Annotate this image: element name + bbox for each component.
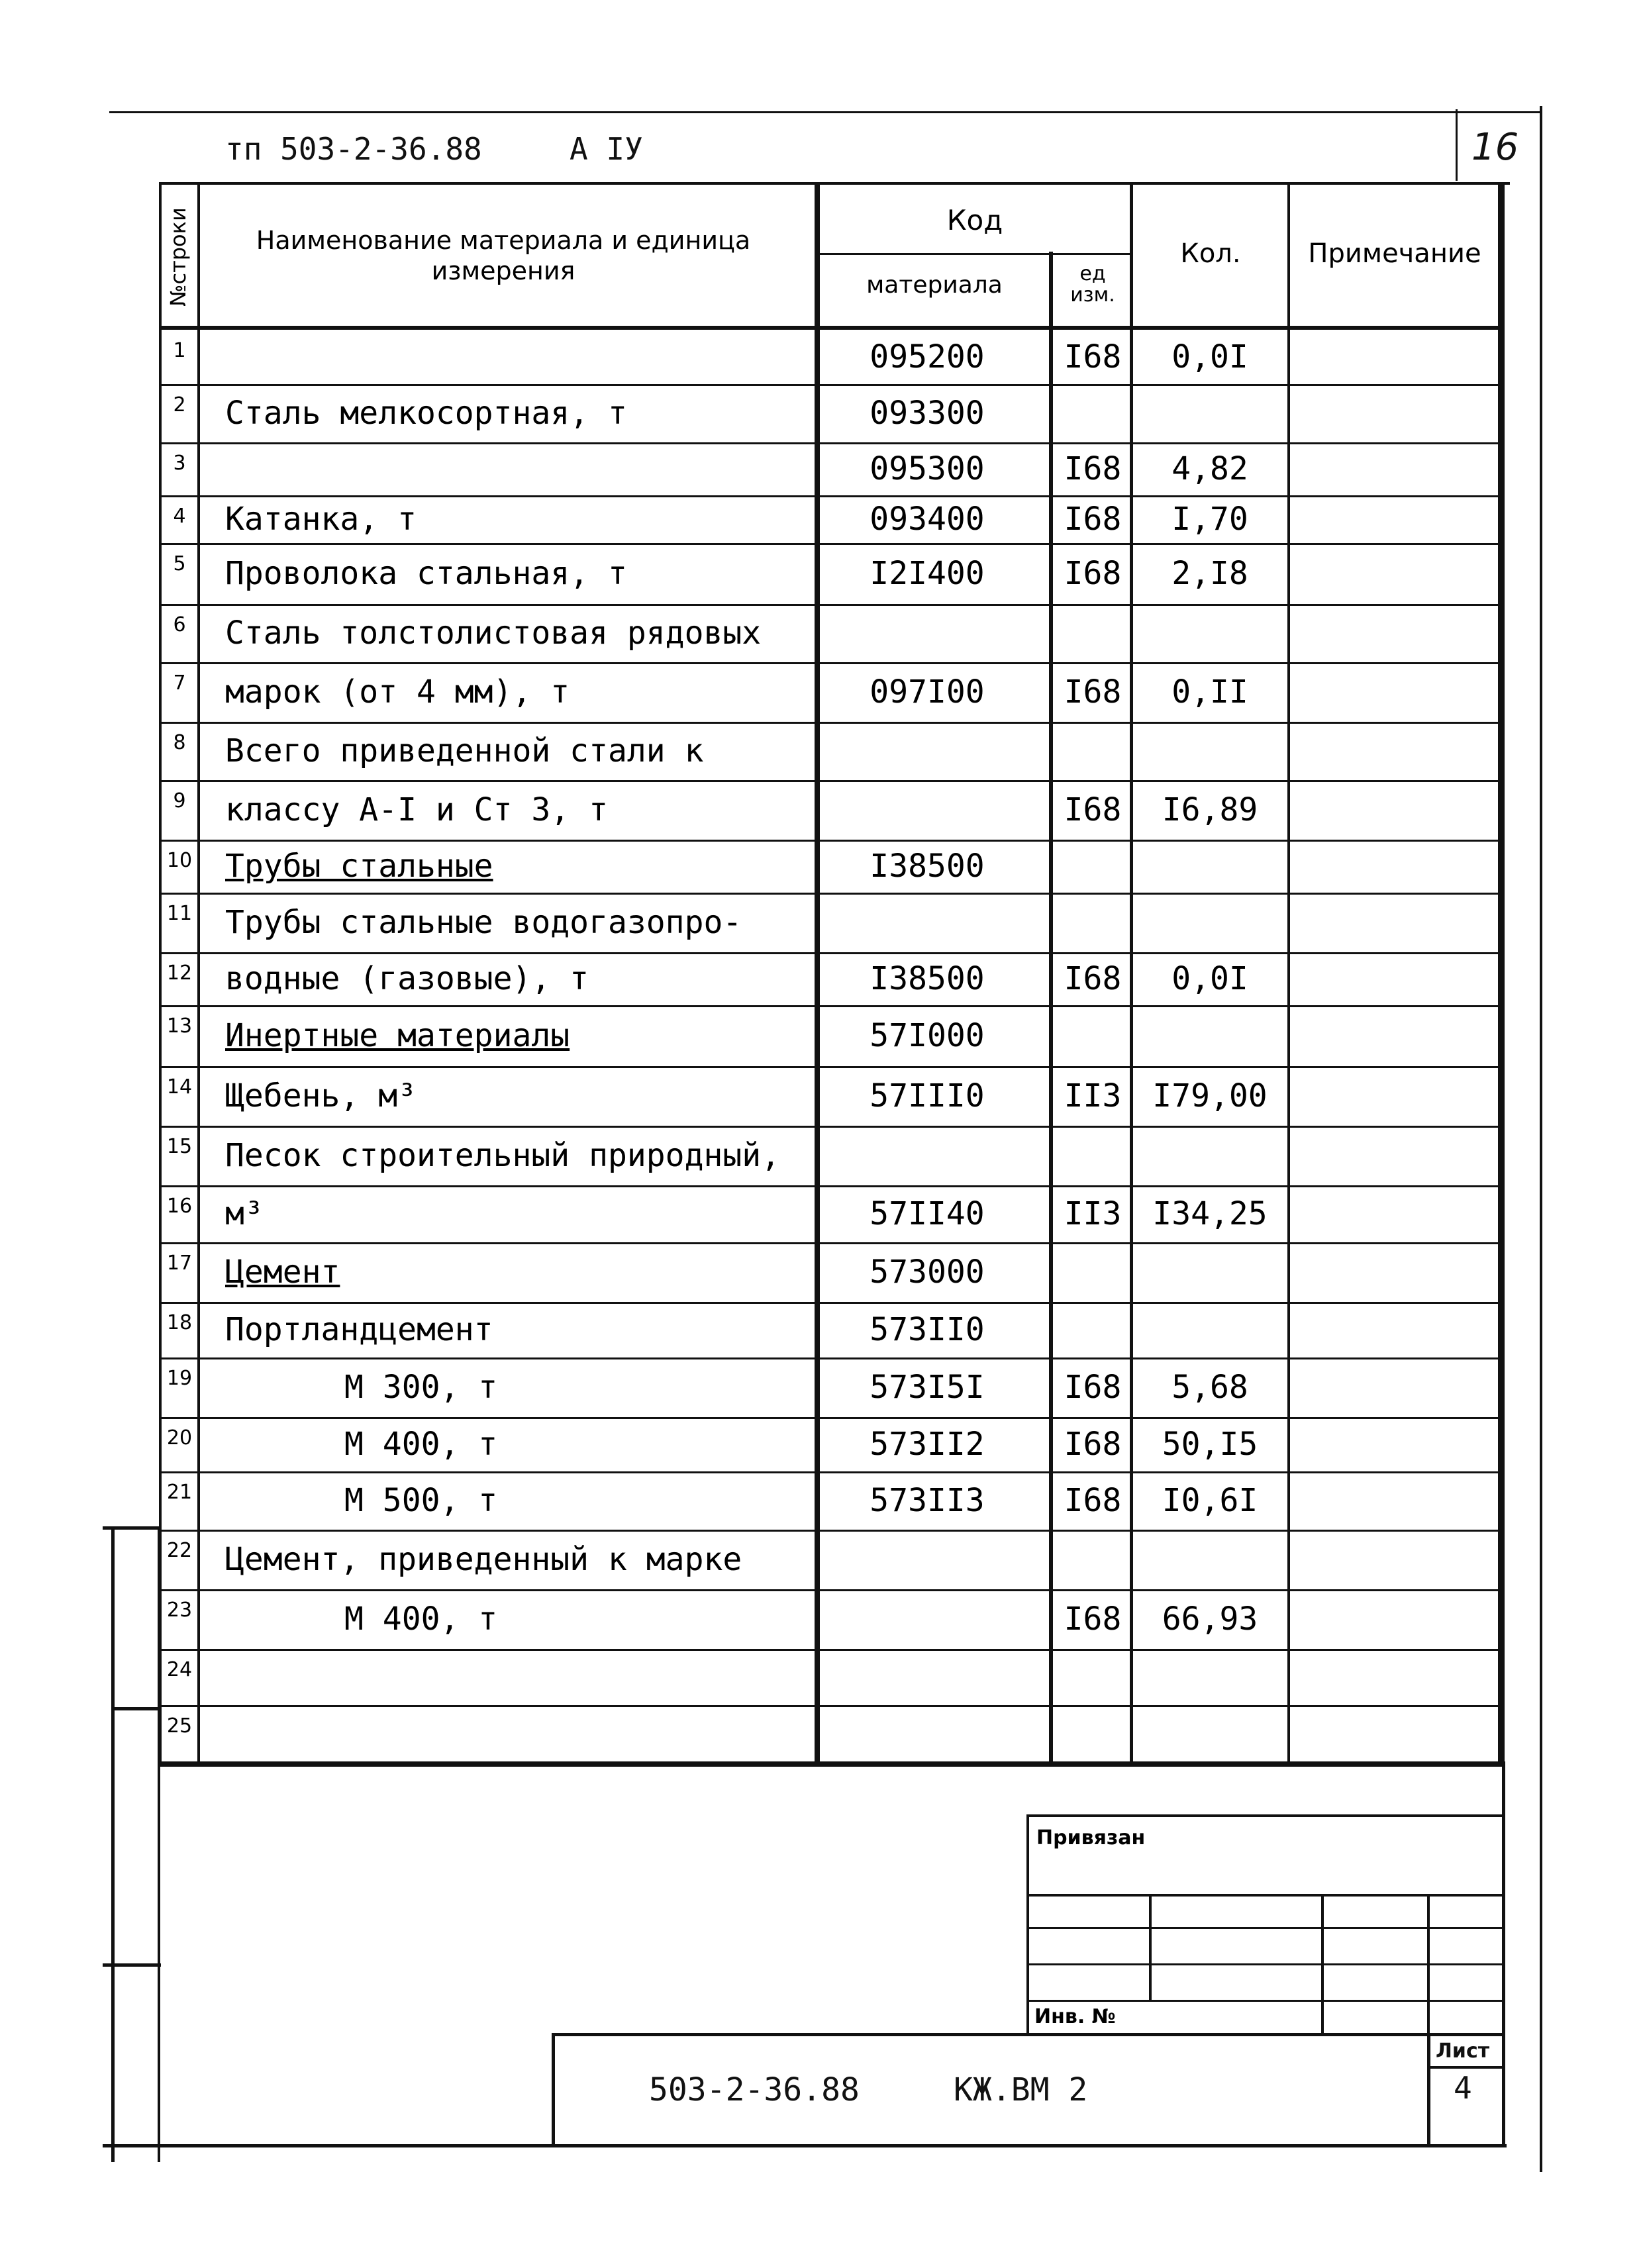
stamp-col-1: [1149, 1894, 1152, 2000]
stamp-col-2: [1321, 1894, 1324, 2033]
material-code: 573II3: [870, 1482, 985, 1519]
material-name: Цемент, приведенный к марке: [225, 1541, 742, 1578]
quantity: I79,00: [1152, 1077, 1268, 1114]
row-number: 12: [166, 961, 193, 985]
code-subheader-line: [815, 253, 1131, 255]
titleblock-top: [552, 2033, 1505, 2036]
row-number: 15: [166, 1135, 193, 1158]
material-name: классу А-I и Ст 3, т: [225, 791, 608, 828]
material-code: 093300: [870, 395, 985, 432]
note-cell: [1291, 1705, 1497, 1761]
material-name: водные (газовые), т: [225, 960, 589, 997]
row-number: 5: [173, 552, 186, 575]
row-number: 18: [166, 1311, 193, 1334]
right-border-top: [1540, 106, 1542, 2172]
quantity: I,70: [1171, 501, 1248, 538]
row-number: 1: [173, 339, 186, 362]
header-name: [252, 225, 755, 286]
material-name: Катанка, т: [225, 501, 417, 538]
quantity: I34,25: [1152, 1195, 1268, 1232]
row-number: 2: [173, 393, 186, 417]
stamp-line-2: [1026, 1927, 1503, 1929]
unit-code: I68: [1064, 338, 1122, 375]
table-bottom: [159, 1761, 1505, 1767]
note-cell: [1291, 722, 1497, 780]
material-name: Проволока стальная, т: [225, 555, 627, 592]
material-code: 57I000: [870, 1017, 985, 1054]
row-number: 20: [166, 1426, 193, 1450]
note-cell: [1291, 1417, 1497, 1471]
material-code: 573II0: [870, 1311, 985, 1348]
stamp-line-4: [1026, 2000, 1503, 2002]
material-name: М 500, т: [344, 1482, 498, 1519]
album-ref: А IУ: [570, 131, 643, 167]
titleblock-sheet-divider: [1427, 2066, 1503, 2069]
material-code: I2I400: [870, 555, 985, 592]
header-row-no: №строки: [166, 207, 191, 307]
note-cell: [1291, 1649, 1497, 1705]
quantity: 66,93: [1162, 1601, 1258, 1638]
row-number: 9: [173, 789, 186, 813]
quantity: I6,89: [1162, 791, 1258, 828]
material-code: I38500: [870, 848, 985, 885]
material-name: Щебень, м³: [225, 1077, 417, 1114]
row-number: 8: [173, 731, 186, 754]
note-cell: [1291, 495, 1497, 543]
stamp-privyazan-label: Привязан: [1036, 1826, 1146, 1849]
quantity: 5,68: [1171, 1369, 1248, 1406]
row-number: 16: [166, 1195, 193, 1218]
quantity: I0,6I: [1162, 1482, 1258, 1519]
header-code: Код: [946, 204, 1003, 236]
table-top: [159, 182, 1510, 185]
row-number: 6: [173, 613, 186, 636]
note-cell: [1291, 1126, 1497, 1185]
material-name: Инертные материалы: [225, 1017, 570, 1054]
material-name: Трубы стальные: [225, 848, 493, 885]
material-name: марок (от 4 мм), т: [225, 673, 570, 711]
row-number: 23: [166, 1599, 193, 1622]
stamp-inv-label: Инв. №: [1034, 2005, 1116, 2028]
material-name: М 400, т: [344, 1426, 498, 1463]
note-cell: [1291, 952, 1497, 1005]
header-code-unit: ед изм.: [1070, 262, 1115, 307]
binding-bottom: [103, 2144, 1507, 2147]
note-cell: [1291, 330, 1497, 384]
material-code: 095300: [870, 450, 985, 487]
note-cell: [1291, 1589, 1497, 1649]
material-name: М 400, т: [344, 1601, 498, 1638]
row-number: 19: [166, 1367, 193, 1390]
sheet-label: Лист: [1436, 2040, 1490, 2063]
titleblock-left: [552, 2033, 555, 2147]
note-cell: [1291, 442, 1497, 495]
page-right-frame: [1502, 1761, 1505, 2147]
col-name-right: [815, 182, 820, 1765]
note-cell: [1291, 1530, 1497, 1589]
note-cell: [1291, 1242, 1497, 1302]
row-number: 22: [166, 1539, 193, 1562]
material-name: Цемент: [225, 1254, 340, 1291]
material-name: Всего приведенной стали к: [225, 732, 704, 769]
material-code: 57II40: [870, 1195, 985, 1232]
stamp-line-3: [1026, 1963, 1503, 1965]
material-name: М 300, т: [344, 1369, 498, 1406]
unit-code: I68: [1064, 960, 1122, 997]
row-number: 14: [166, 1075, 193, 1099]
col-rownum-right: [197, 182, 200, 1765]
material-code: 093400: [870, 501, 985, 538]
material-code: I38500: [870, 960, 985, 997]
row-number: 17: [166, 1252, 193, 1275]
unit-code: I68: [1064, 791, 1122, 828]
note-cell: [1291, 543, 1497, 604]
doc-ref: тп 503-2-36.88: [225, 131, 482, 167]
note-cell: [1291, 1471, 1497, 1530]
binding-mid-1: [111, 1707, 161, 1710]
unit-code: II3: [1064, 1195, 1122, 1232]
doc-code: 503-2-36.88: [649, 2071, 860, 2108]
row-number: 11: [166, 902, 193, 925]
unit-code: I68: [1064, 1426, 1122, 1463]
stamp-col-3: [1427, 1894, 1430, 2033]
header-code-material: материала: [866, 271, 1003, 299]
doc-mark: КЖ.ВМ 2: [954, 2071, 1088, 2108]
quantity: 2,I8: [1171, 555, 1248, 592]
note-cell: [1291, 780, 1497, 840]
unit-code: II3: [1064, 1077, 1122, 1114]
material-name: Песок строительный природный,: [225, 1137, 781, 1174]
col-qty-right: [1287, 182, 1290, 1765]
binding-line-outer: [111, 1526, 115, 2162]
material-name: Трубы стальные водогазопро-: [225, 904, 742, 941]
quantity: 50,I5: [1162, 1426, 1258, 1463]
row-number: 10: [166, 849, 193, 872]
row-number: 7: [173, 671, 186, 695]
material-code: 57III0: [870, 1077, 985, 1114]
top-rule: [109, 111, 1540, 113]
page-number-divider: [1456, 109, 1458, 181]
note-cell: [1291, 604, 1497, 662]
table-right: [1498, 182, 1505, 1765]
material-code: 573I5I: [870, 1369, 985, 1406]
note-cell: [1291, 1066, 1497, 1126]
note-cell: [1291, 840, 1497, 893]
page-number: 16: [1471, 126, 1519, 169]
quantity: 4,82: [1171, 450, 1248, 487]
unit-code: I68: [1064, 1482, 1122, 1519]
material-code: 095200: [870, 338, 985, 375]
note-cell: [1291, 1302, 1497, 1357]
header-name-text: Наименование материала и единица измерения: [256, 226, 751, 285]
row-number: 25: [166, 1714, 193, 1738]
quantity: 0,II: [1171, 673, 1248, 711]
stamp-line-1: [1026, 1894, 1503, 1897]
header-qty: Кол.: [1180, 238, 1241, 269]
material-name: Портландцемент: [225, 1311, 493, 1348]
sheet-number: 4: [1454, 2070, 1472, 2106]
stamp-privyazan-top: [1026, 1814, 1503, 1817]
header-note: Примечание: [1308, 238, 1481, 269]
note-cell: [1291, 893, 1497, 952]
unit-code: I68: [1064, 673, 1122, 711]
binding-line-inner: [158, 1526, 160, 2162]
unit-code: I68: [1064, 450, 1122, 487]
unit-code: I68: [1064, 1369, 1122, 1406]
row-number: 13: [166, 1014, 193, 1038]
material-code: 573000: [870, 1254, 985, 1291]
material-name: Сталь толстолистовая рядовых: [225, 615, 762, 652]
material-name: м³: [225, 1195, 264, 1232]
material-code: 097I00: [870, 673, 985, 711]
unit-code: I68: [1064, 501, 1122, 538]
titleblock-sheet-left: [1427, 2033, 1430, 2147]
binding-top: [103, 1526, 161, 1530]
row-number: 21: [166, 1481, 193, 1504]
row-number: 24: [166, 1658, 193, 1681]
unit-code: I68: [1064, 555, 1122, 592]
note-cell: [1291, 1005, 1497, 1066]
quantity: 0,0I: [1171, 960, 1248, 997]
quantity: 0,0I: [1171, 338, 1248, 375]
row-number: 4: [173, 505, 186, 528]
row-number: 3: [173, 452, 186, 475]
material-code: 573II2: [870, 1426, 985, 1463]
note-cell: [1291, 1185, 1497, 1242]
note-cell: [1291, 1357, 1497, 1417]
note-cell: [1291, 662, 1497, 722]
unit-code: I68: [1064, 1601, 1122, 1638]
material-name: Сталь мелкосортная, т: [225, 395, 627, 432]
binding-mid-2: [103, 1963, 161, 1967]
note-cell: [1291, 384, 1497, 442]
